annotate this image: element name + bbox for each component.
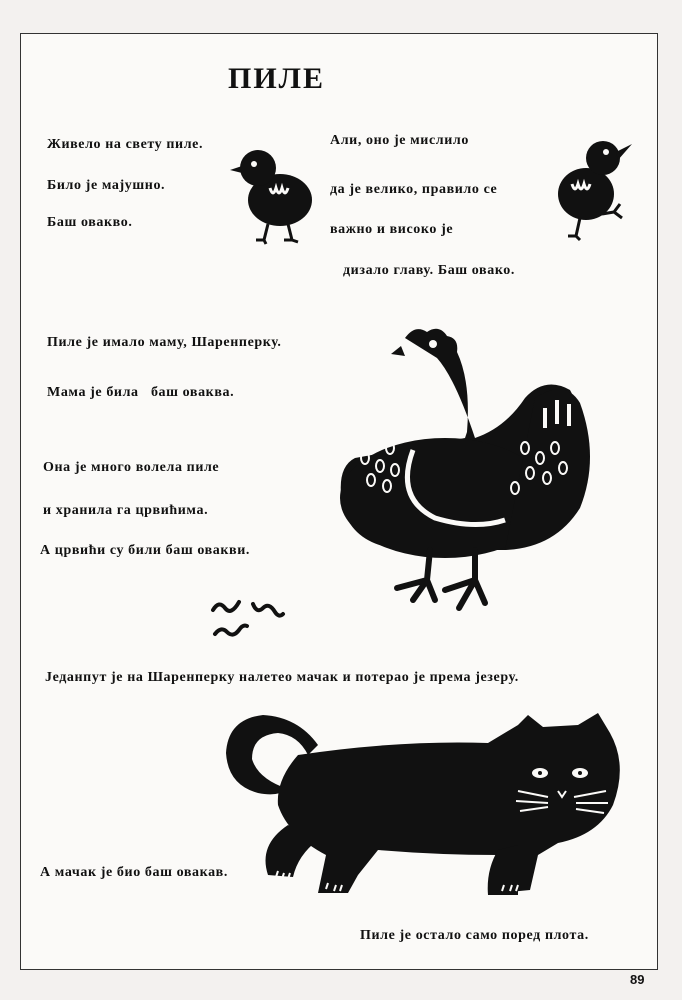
story-line-10: Она је много волела пиле bbox=[43, 460, 220, 475]
story-line-1: Живело на свету пиле. bbox=[47, 137, 204, 152]
story-line-13: Једанпут је на Шаренперку налетео мачак и потерао је према језеру. bbox=[45, 670, 519, 685]
chick-small-icon bbox=[228, 140, 323, 245]
story-line-8: Пиле је имало маму, Шаренперку. bbox=[47, 335, 282, 350]
worms-icon bbox=[205, 588, 290, 643]
chick-proud-icon bbox=[548, 132, 638, 242]
story-line-14: А мачак је био баш овакав. bbox=[40, 865, 228, 880]
story-line-11: и хранила га црвићима. bbox=[43, 503, 209, 518]
story-line-9: Мама је била баш оваква. bbox=[47, 385, 235, 400]
page-title: ПИЛЕ bbox=[228, 62, 326, 95]
story-line-4: Али, оно је мислило bbox=[330, 133, 469, 148]
hen-icon bbox=[335, 318, 605, 613]
story-line-15: Пиле је остало само поред плота. bbox=[360, 928, 589, 943]
story-line-6: важно и високо је bbox=[330, 222, 454, 237]
story-line-12: А црвићи су били баш овакви. bbox=[40, 543, 250, 558]
story-line-5: да је велико, правило се bbox=[330, 182, 498, 197]
story-line-7: дизало главу. Баш овако. bbox=[343, 263, 516, 278]
story-line-2: Било је мајушно. bbox=[47, 178, 166, 193]
story-line-3: Баш овакво. bbox=[47, 215, 133, 230]
cat-icon bbox=[218, 705, 638, 905]
page-number: 89 bbox=[630, 972, 645, 987]
